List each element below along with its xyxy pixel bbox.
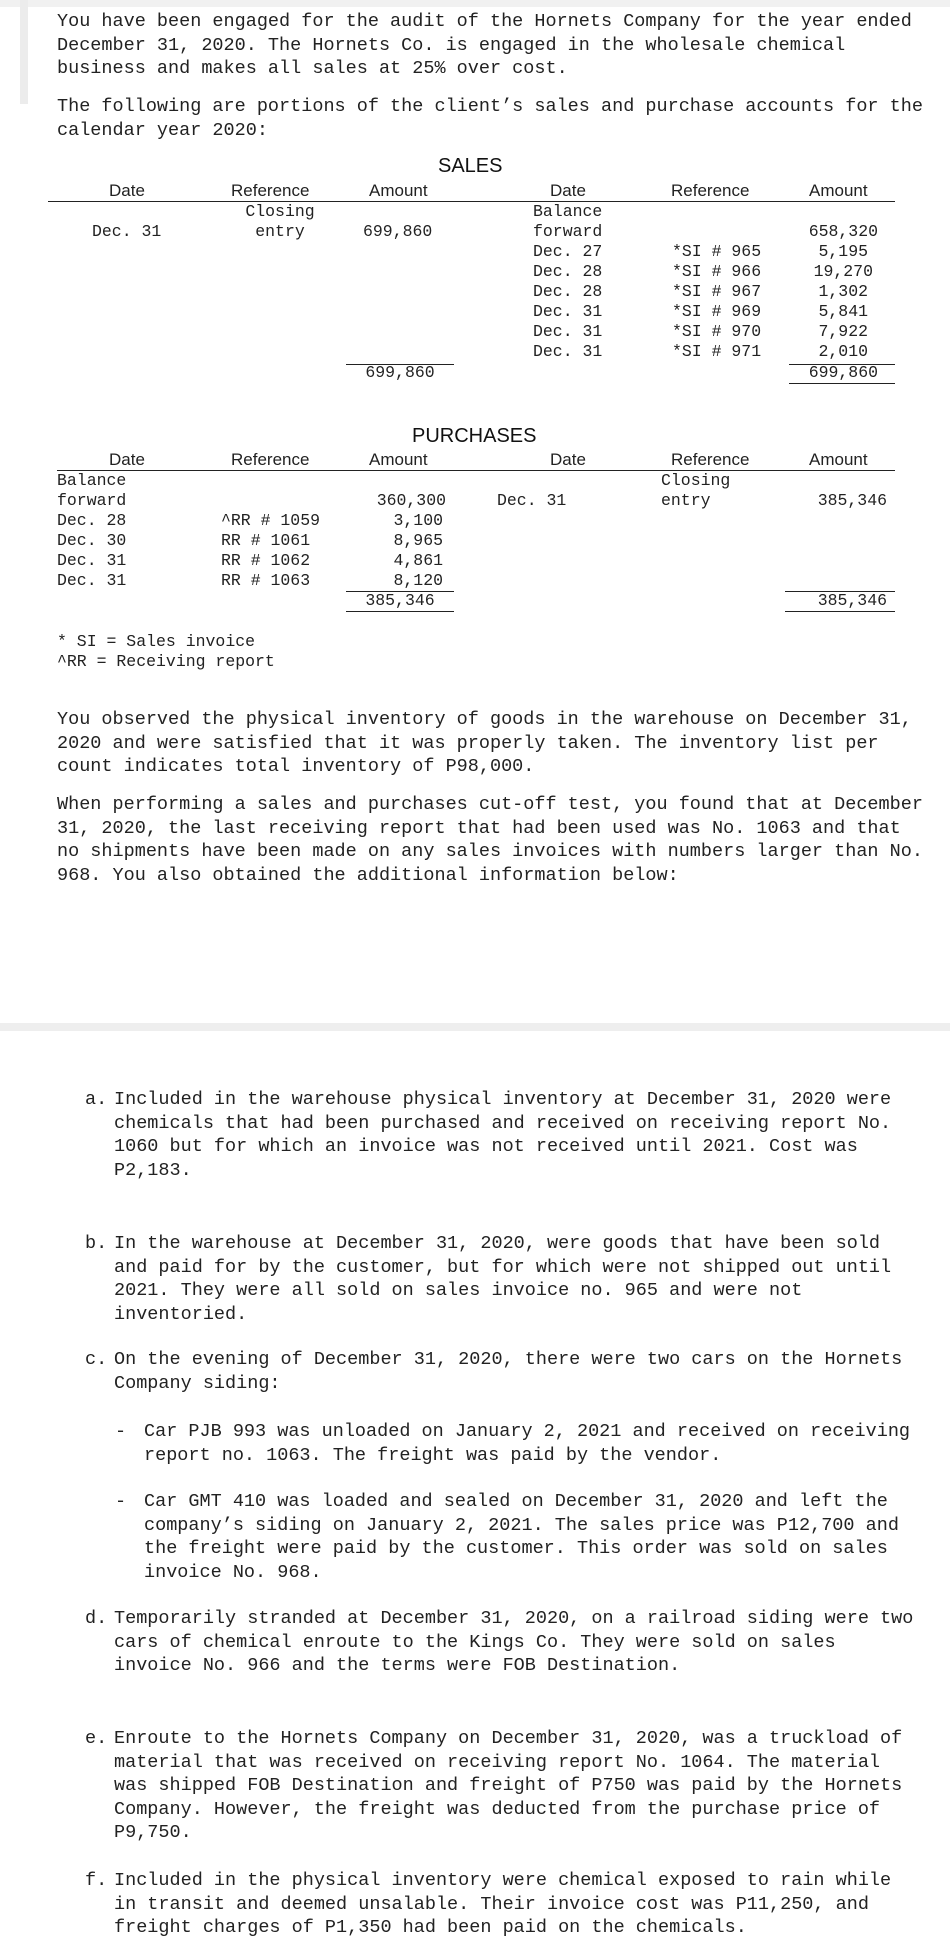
- sub-item-dash: -: [115, 1491, 127, 1512]
- purchases-debit-amount: 8,120: [393, 571, 443, 590]
- sales-credit-amount: 2,010: [818, 342, 868, 361]
- section-divider: [0, 1023, 950, 1031]
- purchases-header-rule: [57, 470, 895, 471]
- purchases-debit-date: Dec. 31: [57, 571, 127, 590]
- purchases-debit-amount: 3,100: [393, 511, 443, 530]
- sales-credit-balance-amount: 658,320: [808, 222, 878, 241]
- list-item-letter: f.: [85, 1870, 108, 1891]
- list-item-letter: c.: [85, 1349, 108, 1370]
- purchases-debit-date: Dec. 30: [57, 531, 127, 550]
- sales-credit-ref: *SI # 967: [672, 282, 762, 301]
- purchases-header-amount: Amount: [369, 450, 428, 469]
- purchases-header-reference: Reference: [231, 450, 310, 469]
- purchases-credit-date: Dec. 31: [497, 491, 567, 510]
- sales-title: SALES: [438, 155, 503, 177]
- sales-credit-ref: *SI # 971: [672, 342, 762, 361]
- purchases-debit-total: 385,346: [365, 591, 435, 610]
- sales-credit-date: Dec. 28: [533, 262, 603, 281]
- purchases-credit-total-rule-bottom: [785, 611, 895, 612]
- intro-paragraph-2: The following are portions of the client’s sales and purchase accounts for the calendar year 2020:: [57, 96, 923, 141]
- sales-header-date: Date: [109, 181, 145, 200]
- sales-credit-date: Dec. 31: [533, 322, 603, 341]
- sales-credit-amount: 7,922: [818, 322, 868, 341]
- purchases-debit-date: Dec. 31: [57, 551, 127, 570]
- purchases-debit-date: Dec. 28: [57, 511, 127, 530]
- sales-credit-amount: 5,195: [818, 242, 868, 261]
- sales-credit-balance-line1: Balance: [533, 202, 603, 221]
- purchases-debit-ref: RR # 1062: [221, 551, 311, 570]
- left-scroll-edge: [20, 0, 28, 104]
- observation-paragraph: You observed the physical inventory of goods in the warehouse on December 31, 2020 and were satisfied that it was properly taken. The inventory list per count indicates total inventory of P98,000.: [57, 709, 912, 778]
- purchases-credit-total: 385,346: [817, 591, 887, 610]
- purchases-debit-balance-line2: forward: [57, 491, 127, 510]
- top-scroll-edge: [0, 0, 950, 7]
- intro-paragraph-1: You have been engaged for the audit of the Hornets Company for the year ended December 31, 2020. The Hornets Co. is engaged in the wholesale chemical business and makes all sales at 25% over cost.: [57, 11, 912, 80]
- list-item-letter: a.: [85, 1089, 108, 1110]
- sales-credit-date: Dec. 28: [533, 282, 603, 301]
- list-item-letter: b.: [85, 1233, 108, 1254]
- sales-header-reference-credit: Reference: [671, 181, 750, 200]
- sales-credit-amount: 5,841: [818, 302, 868, 321]
- sales-credit-amount: 1,302: [818, 282, 868, 301]
- cutoff-paragraph: When performing a sales and purchases cut-off test, you found that at December 31, 2020, the last receiving report that had been used was No. 1063 and that no shipments have been made on any sales invoices with numbers larger than No. 968. You also obtained the additional information below:: [57, 794, 923, 886]
- sales-credit-date: Dec. 31: [533, 302, 603, 321]
- legend-receiving-report: ^RR = Receiving report: [57, 652, 275, 671]
- sales-credit-amount: 19,270: [813, 262, 873, 281]
- list-item-letter: e.: [85, 1728, 108, 1749]
- sales-credit-ref: *SI # 966: [672, 262, 762, 281]
- list-item-text: Included in the warehouse physical inventory at December 31, 2020 were chemicals that had been purchased and received on receiving report No. 1060 but for which an invoice was not received until 2021. Cost was P2,183.: [114, 1089, 892, 1181]
- purchases-debit-amount: 4,861: [393, 551, 443, 570]
- purchases-header-amount-credit: Amount: [809, 450, 868, 469]
- sales-header-amount-credit: Amount: [809, 181, 868, 200]
- purchases-credit-ref-line2: entry: [661, 491, 711, 510]
- purchases-debit-balance-line1: Balance: [57, 471, 127, 490]
- purchases-credit-amount: 385,346: [817, 491, 887, 510]
- purchases-debit-ref: RR # 1063: [221, 571, 311, 590]
- sub-item-text: Car GMT 410 was loaded and sealed on December 31, 2020 and left the company’s siding on January 2, 2021. The sales price was P12,700 and the freight were paid by the customer. This order was sold on sales invoice No. 968.: [144, 1491, 899, 1583]
- purchases-title: PURCHASES: [412, 425, 537, 447]
- purchases-debit-total-rule-bottom: [346, 611, 454, 612]
- sales-credit-total: 699,860: [808, 363, 878, 382]
- sales-credit-ref: *SI # 969: [672, 302, 762, 321]
- sales-debit-total: 699,860: [365, 363, 435, 382]
- list-item-letter: d.: [85, 1608, 108, 1629]
- sales-debit-ref-line1: Closing: [245, 202, 315, 221]
- sales-credit-ref: *SI # 970: [672, 322, 762, 341]
- purchases-header-date: Date: [109, 450, 145, 469]
- sub-item-dash: -: [115, 1421, 127, 1442]
- sales-credit-total-rule-bottom: [789, 383, 895, 384]
- sales-credit-date: Dec. 27: [533, 242, 603, 261]
- purchases-header-reference-credit: Reference: [671, 450, 750, 469]
- sales-header-date-credit: Date: [550, 181, 586, 200]
- list-item-text: On the evening of December 31, 2020, there were two cars on the Hornets Company siding:: [114, 1349, 903, 1394]
- purchases-debit-balance-amount: 360,300: [376, 491, 446, 510]
- sales-debit-date: Dec. 31: [92, 222, 162, 241]
- sales-header-reference: Reference: [231, 181, 310, 200]
- legend-sales-invoice: * SI = Sales invoice: [57, 632, 256, 651]
- sales-header-rule: [48, 201, 895, 202]
- sub-item-text: Car PJB 993 was unloaded on January 2, 2021 and received on receiving report no. 1063. The freight was paid by the vendor.: [144, 1421, 911, 1466]
- sales-credit-balance-line2: forward: [533, 222, 603, 241]
- list-item-text: Enroute to the Hornets Company on December 31, 2020, was a truckload of material that was received on receiving report No. 1064. The material was shipped FOB Destination and freight of P750 was paid by the Hornets Company. However, the freight was deducted from the purchase price of P9,750.: [114, 1728, 903, 1844]
- list-item-text: In the warehouse at December 31, 2020, were goods that have been sold and paid for by the customer, but for which were not shipped out until 2021. They were all sold on sales invoice no. 965 and were not inventoried.: [114, 1233, 892, 1325]
- purchases-credit-ref-line1: Closing: [661, 471, 731, 490]
- purchases-debit-amount: 8,965: [393, 531, 443, 550]
- sales-credit-ref: *SI # 965: [672, 242, 762, 261]
- purchases-header-date-credit: Date: [550, 450, 586, 469]
- sales-header-amount: Amount: [369, 181, 428, 200]
- list-item-text: Included in the physical inventory were chemical exposed to rain while in transit and deemed unsalable. Their invoice cost was P11,250, and freight charges of P1,350 had been paid on the chemicals.: [114, 1870, 892, 1939]
- purchases-debit-ref: RR # 1061: [221, 531, 311, 550]
- sales-debit-amount: 699,860: [363, 222, 433, 241]
- sales-debit-ref-line2: entry: [255, 222, 305, 241]
- sales-credit-date: Dec. 31: [533, 342, 603, 361]
- purchases-debit-ref: ^RR # 1059: [221, 511, 321, 530]
- list-item-text: Temporarily stranded at December 31, 2020, on a railroad siding were two cars of chemical enroute to the Kings Co. They were sold on sales invoice No. 966 and the terms were FOB Destination.: [114, 1608, 914, 1677]
